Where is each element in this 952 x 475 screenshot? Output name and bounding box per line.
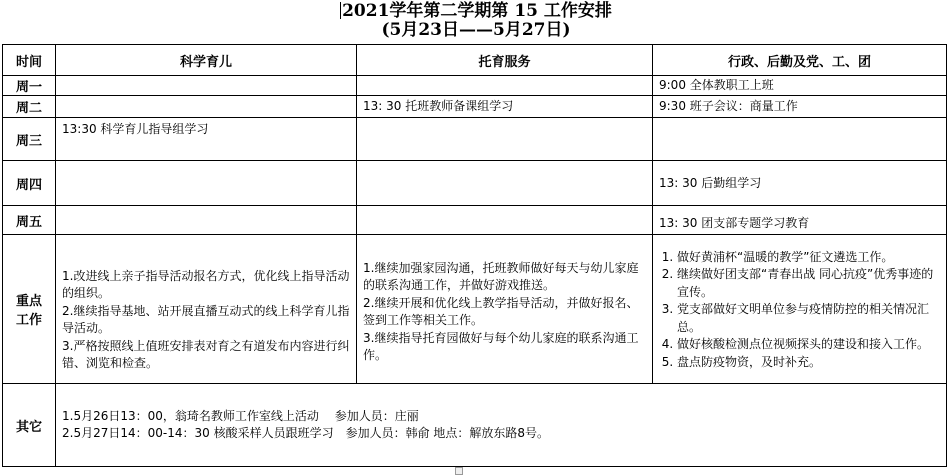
row-friday xyxy=(3,206,947,235)
focus-nursery-item: 1.继续加强家园沟通，托班教师做好每天与幼儿家庭的联系沟通工作，并做好游戏推送。 xyxy=(363,260,639,292)
focus-work-label: 重点 工作 xyxy=(3,235,56,384)
thu-admin: 13: 30 后勤组学习 xyxy=(653,161,947,206)
schedule-table xyxy=(2,44,947,467)
wed-science: 13:30 科学育儿指导组学习 xyxy=(56,118,357,161)
tue-science xyxy=(56,96,357,118)
focus-science-item: 2.继续指导基地、站开展直播互动式的线上科学育儿指导活动。 xyxy=(62,303,350,335)
row-other xyxy=(3,384,947,467)
focus-admin-item: 3. 党支部做好文明单位参与疫情防控的相关情况汇总。 xyxy=(677,301,942,336)
day-wednesday: 周三 xyxy=(3,118,56,161)
mon-admin: 9:00 全体教职工上班 xyxy=(653,76,947,96)
day-thursday: 周四 xyxy=(3,161,56,206)
header-science: 科学育儿 xyxy=(56,45,357,76)
focus-admin xyxy=(653,235,947,384)
fri-nursery xyxy=(357,206,653,235)
tue-admin: 9:30 班子会议：商量工作 xyxy=(653,96,947,118)
thu-nursery xyxy=(357,161,653,206)
thu-science xyxy=(56,161,357,206)
focus-admin-list xyxy=(655,249,942,372)
row-wednesday xyxy=(3,118,947,161)
row-tuesday xyxy=(3,96,947,118)
text-cursor xyxy=(340,2,341,19)
day-tuesday: 周二 xyxy=(3,96,56,118)
row-thursday xyxy=(3,161,947,206)
page-subtitle: (5月23日——5月27日) xyxy=(381,20,571,40)
focus-admin-item: 4. 做好核酸检测点位视频探头的建设和接入工作。 xyxy=(677,336,942,354)
header-admin: 行政、后勤及党、工、团 xyxy=(653,45,947,76)
other-label: 其它 xyxy=(3,384,56,467)
focus-admin-item: 5. 盘点防疫物资，及时补充。 xyxy=(677,354,942,372)
header-time: 时间 xyxy=(3,45,56,76)
mon-nursery xyxy=(357,76,653,96)
header-nursery: 托育服务 xyxy=(357,45,653,76)
row-focus-work xyxy=(3,235,947,384)
row-monday xyxy=(3,76,947,96)
day-friday: 周五 xyxy=(3,206,56,235)
fri-science xyxy=(56,206,357,235)
page-title: 2021学年第二学期第 15 工作安排 xyxy=(342,1,612,21)
wed-nursery xyxy=(357,118,653,161)
focus-science-item: 1.改进线上亲子指导活动报名方式，优化线上指导活动的组织。 xyxy=(62,268,350,300)
focus-nursery-item: 2.继续开展和优化线上教学指导活动，并做好报名、签到工作等相关工作。 xyxy=(363,295,639,327)
other-line: 1.5月26日13：00，翁琦名教师工作室线上活动 参加人员：庄丽 xyxy=(62,409,419,423)
focus-nursery xyxy=(357,235,653,384)
tue-nursery: 13: 30 托班教师备课组学习 xyxy=(357,96,653,118)
focus-science-item: 3.严格按照线上值班安排表对育之有道发布内容进行纠错、浏览和检查。 xyxy=(62,338,350,370)
focus-admin-item: 2. 继续做好团支部“青春出战 同心抗疫”优秀事迹的宣传。 xyxy=(677,266,942,301)
other-content xyxy=(56,384,947,467)
other-line: 2.5月27日14：00-14：30 核酸采样人员跟班学习 参加人员：韩俞 地点：解放东路8号。 xyxy=(62,426,550,440)
focus-nursery-item: 3.继续指导托育园做好与每个幼儿家庭的联系沟通工作。 xyxy=(363,330,639,362)
focus-science xyxy=(56,235,357,384)
mon-science xyxy=(56,76,357,96)
header-row xyxy=(3,45,947,76)
fri-admin: 13: 30 团支部专题学习教育 xyxy=(653,206,947,235)
wed-admin xyxy=(653,118,947,161)
day-monday: 周一 xyxy=(3,76,56,96)
focus-admin-item: 1. 做好黄浦杯“温暖的教学”征文遴选工作。 xyxy=(677,249,942,267)
